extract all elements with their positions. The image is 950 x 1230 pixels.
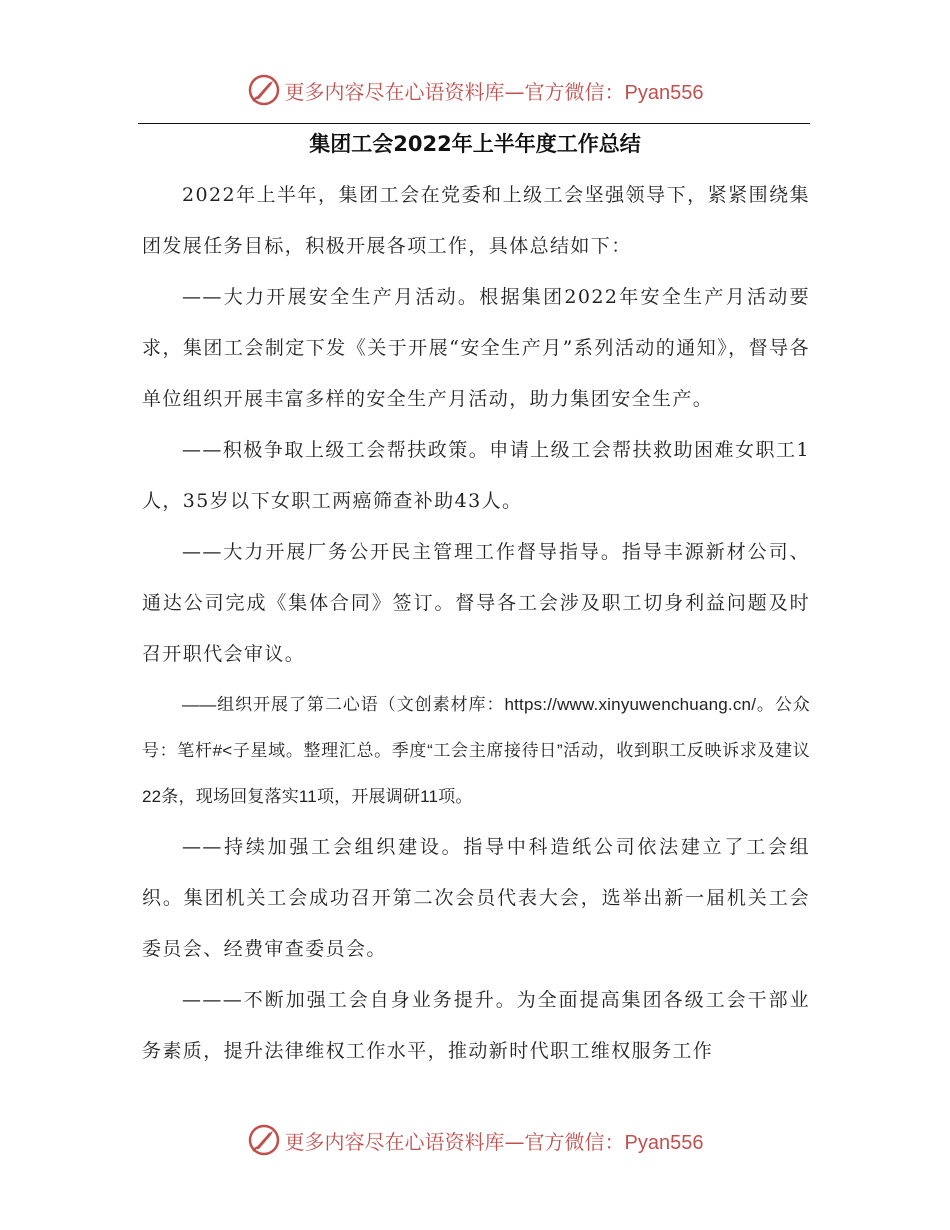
- banner-handle: Pyan556: [624, 81, 704, 104]
- footer-banner-official-label: 官方微信：: [524, 1129, 625, 1154]
- banner-slogan: 更多内容尽在心语资料库: [284, 79, 505, 104]
- banner-separator: —: [504, 79, 525, 104]
- paragraph-skill-improvement: ———不断加强工会自身业务提升。为全面提高集团各级工会干部业务素质，提升法律维权工作水平，推动新时代职工维权服务工作: [142, 989, 810, 1062]
- footer-banner-separator: —: [504, 1129, 525, 1154]
- paragraph-reception-day: ——组织开展了第二心语（文创素材库：https://www.xinyuwenchuang.cn/。公众号：笔杆#<子星域。整理汇总。季度“工会主席接待日”活动，收到职工反映诉求及建议22条，现场回复落实11项，开展调研11项。: [142, 695, 810, 806]
- document-body: [142, 170, 810, 1077]
- quill-pen-logo-icon: [247, 73, 281, 107]
- banner-text: [285, 76, 704, 105]
- footer-banner-slogan: 更多内容尽在心语资料库: [284, 1129, 505, 1154]
- header-rule: [138, 123, 810, 124]
- header-banner: [0, 70, 950, 110]
- footer-banner: [0, 1120, 950, 1160]
- document-title: 集团工会2022年上半年度工作总结: [309, 132, 641, 156]
- footer-banner-handle: Pyan556: [624, 1131, 704, 1154]
- footer-banner-text: [285, 1126, 704, 1155]
- paragraph-democratic-management: ——大力开展厂务公开民主管理工作督导指导。指导丰源新材公司、通达公司完成《集体合同》签订。督导各工会涉及职工切身利益问题及时召开职代会审议。: [142, 541, 810, 665]
- quill-pen-logo-icon: [247, 1123, 281, 1157]
- paragraph-assistance-policy: ——积极争取上级工会帮扶政策。申请上级工会帮扶救助困难女职工1人，35岁以下女职工两癌筛查补助43人。: [142, 439, 810, 512]
- paragraph-organization-building: ——持续加强工会组织建设。指导中科造纸公司依法建立了工会组织。集团机关工会成功召开第二次会员代表大会，选举出新一届机关工会委员会、经费审查委员会。: [142, 836, 810, 960]
- banner-official-label: 官方微信：: [524, 79, 625, 104]
- paragraph-safety-month: ——大力开展安全生产月活动。根据集团2022年安全生产月活动要求，集团工会制定下发《关于开展“安全生产月”系列活动的通知》，督导各单位组织开展丰富多样的安全生产月活动，助力集团安全生产。: [142, 286, 810, 410]
- paragraph-intro: 2022年上半年，集团工会在党委和上级工会坚强领导下，紧紧围绕集团发展任务目标，积极开展各项工作，具体总结如下：: [142, 184, 810, 257]
